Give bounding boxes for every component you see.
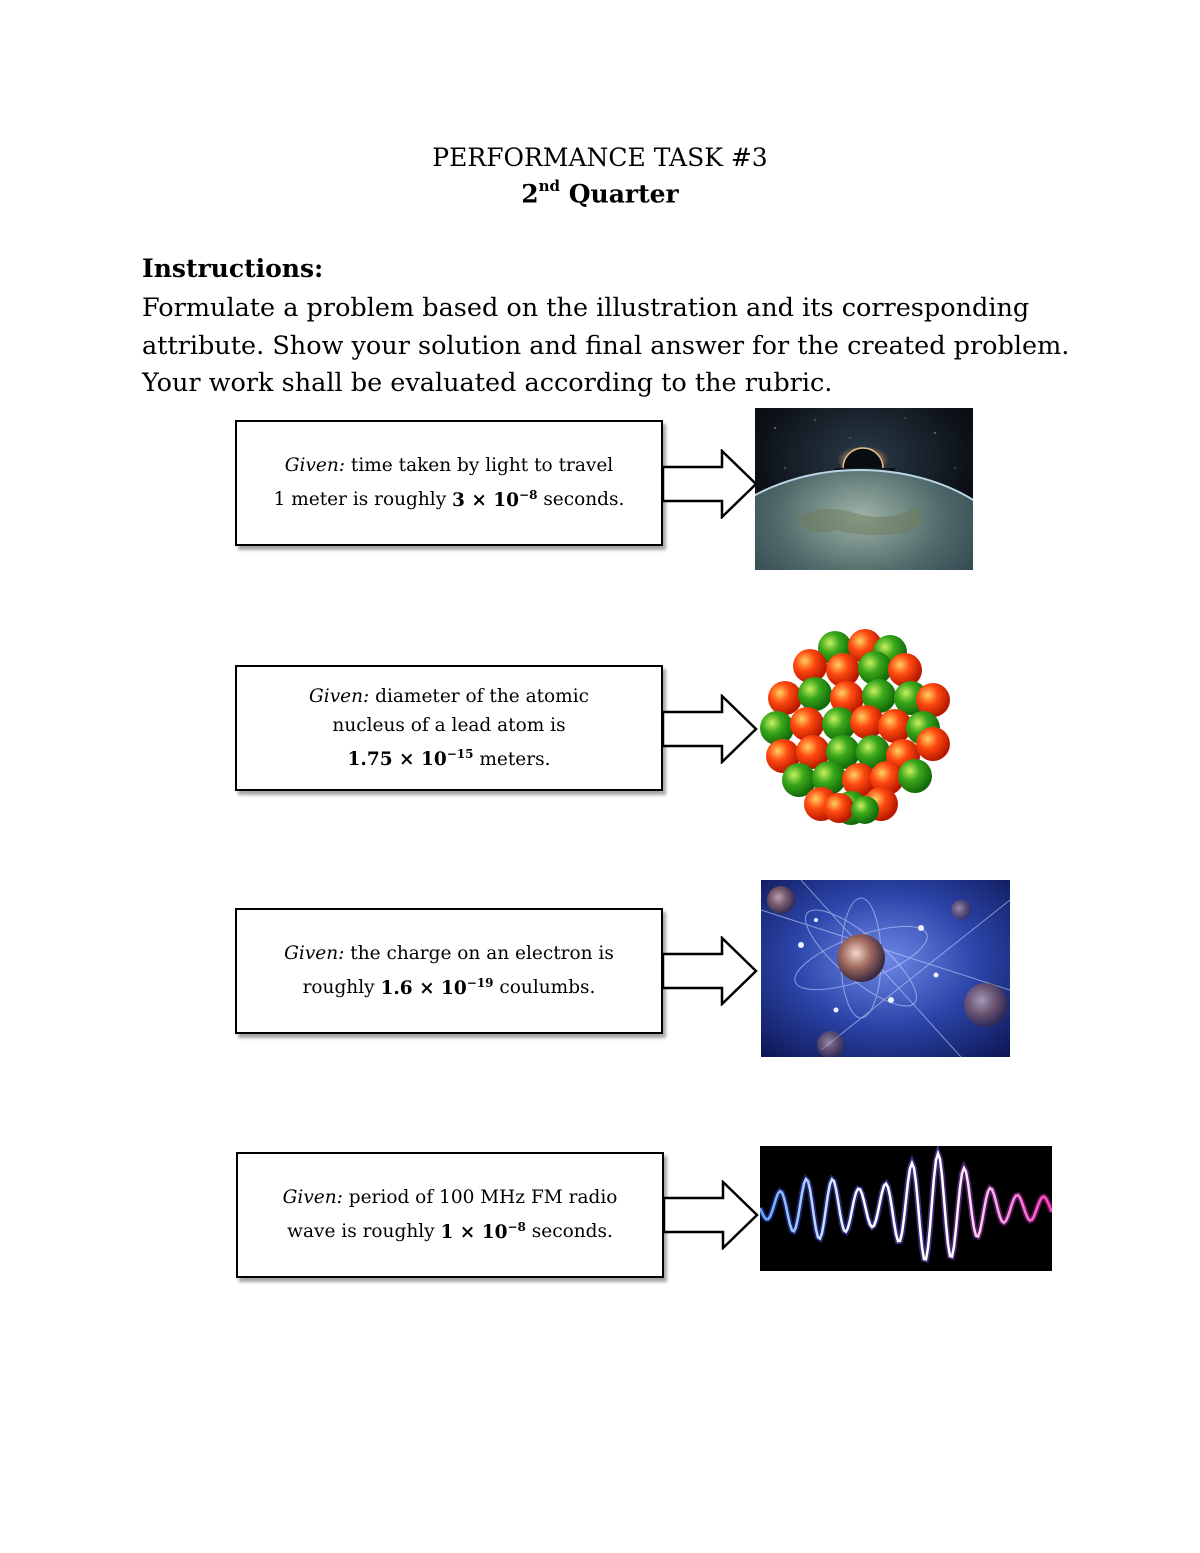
given-line [283, 1183, 618, 1212]
given-line [348, 740, 551, 774]
given-label: Given: [284, 455, 346, 477]
right-arrow-icon [662, 936, 762, 1006]
given-box-light [235, 420, 663, 546]
given-value [440, 1219, 526, 1243]
given-text: seconds. [525, 1221, 613, 1243]
given-box-electron [235, 908, 663, 1034]
instructions-body: Formulate a problem based on the illustration and its corresponding attribute. Show your solution and final answer for the created problem. Your work shall be evaluated according to the rubric. [142, 293, 1070, 398]
given-value [452, 487, 538, 511]
atomic-nucleus-image [755, 628, 955, 828]
given-text: time taken by light to travel [350, 455, 614, 477]
value-exponent: −8 [507, 1219, 526, 1234]
value-coefficient: 1 × 10 [440, 1221, 508, 1243]
given-text: wave is roughly [287, 1221, 441, 1243]
given-line: nucleus of a lead atom is [332, 714, 566, 736]
value-coefficient: 1.75 × 10 [347, 749, 447, 771]
given-text: period of 100 MHz FM radio [348, 1187, 618, 1209]
given-box-nucleus [235, 665, 663, 791]
given-text: coulumbs. [493, 977, 596, 999]
given-value [347, 746, 474, 771]
value-exponent: −15 [446, 746, 474, 761]
given-line [303, 968, 596, 1002]
given-value [380, 975, 494, 999]
given-label: Given: [309, 685, 370, 707]
given-box-radio [236, 1152, 664, 1278]
atoms-illustration-image [761, 880, 1010, 1057]
given-text: roughly [302, 977, 381, 999]
page-title: PERFORMANCE TASK #3 [432, 143, 768, 172]
given-text: diameter of the atomic [375, 685, 589, 707]
quarter-number: 2 [521, 179, 539, 209]
given-text: seconds. [537, 489, 625, 511]
given-line [309, 682, 589, 711]
given-text: meters. [473, 749, 551, 771]
value-coefficient: 3 × 10 [452, 489, 520, 511]
quarter-word: Quarter [568, 179, 679, 209]
value-exponent: −8 [519, 487, 538, 502]
quarter-subtitle [0, 179, 1200, 208]
given-line [284, 939, 614, 968]
given-text: the charge on an electron is [350, 943, 614, 965]
given-line [274, 480, 625, 514]
quarter-suffix: nd [538, 177, 561, 195]
earth-from-space-image [755, 408, 973, 570]
given-label: Given: [284, 943, 345, 965]
right-arrow-icon [662, 694, 762, 764]
value-coefficient: 1.6 × 10 [380, 977, 467, 999]
given-line [287, 1212, 613, 1246]
right-arrow-icon [663, 1180, 763, 1250]
given-label: Given: [282, 1187, 343, 1209]
value-exponent: −19 [466, 975, 494, 990]
right-arrow-icon [662, 449, 762, 519]
radio-wave-image [760, 1146, 1052, 1271]
instructions-heading: Instructions: [142, 254, 324, 283]
given-text: 1 meter is roughly [273, 489, 453, 511]
given-line [285, 451, 613, 480]
